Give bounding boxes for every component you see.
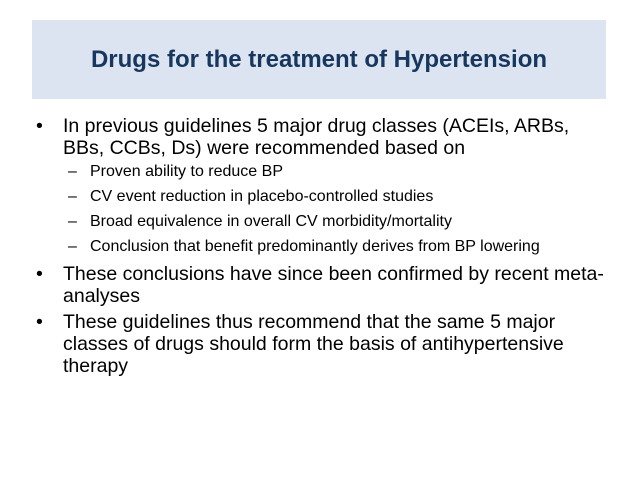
- sub-marker: –: [68, 213, 77, 230]
- bullet-item-2: [36, 263, 610, 307]
- sub-marker: –: [68, 163, 77, 180]
- sub-item-text: Proven ability to reduce BP: [90, 163, 283, 180]
- sub-list: [36, 163, 610, 256]
- sub-item-4: [36, 238, 610, 256]
- bullet-item-1: [36, 115, 610, 159]
- sub-item-text: Broad equivalence in overall CV morbidity/mortality: [90, 213, 452, 230]
- bullet-marker: •: [36, 115, 43, 137]
- bullet-marker: •: [36, 311, 43, 333]
- slide-body: [36, 115, 610, 381]
- bullet-item-3: [36, 311, 610, 377]
- sub-item-text: CV event reduction in placebo-controlled studies: [90, 188, 434, 205]
- bullet-text: These conclusions have since been confirmed by recent meta-analyses: [63, 263, 604, 307]
- sub-item-3: [36, 213, 610, 231]
- sub-item-1: [36, 163, 610, 181]
- bullet-marker: •: [36, 263, 43, 285]
- bullet-text: These guidelines thus recommend that the same 5 major classes of drugs should form the basis of antihypertensive therapy: [63, 311, 564, 377]
- slide-title: Drugs for the treatment of Hypertension: [90, 45, 548, 73]
- title-banner: [32, 20, 606, 99]
- sub-item-2: [36, 188, 610, 206]
- bullet-text: In previous guidelines 5 major drug classes (ACEIs, ARBs, BBs, CCBs, Ds) were recommended based on: [63, 115, 570, 159]
- sub-marker: –: [68, 238, 77, 255]
- sub-marker: –: [68, 188, 77, 205]
- sub-item-text: Conclusion that benefit predominantly derives from BP lowering: [90, 238, 540, 255]
